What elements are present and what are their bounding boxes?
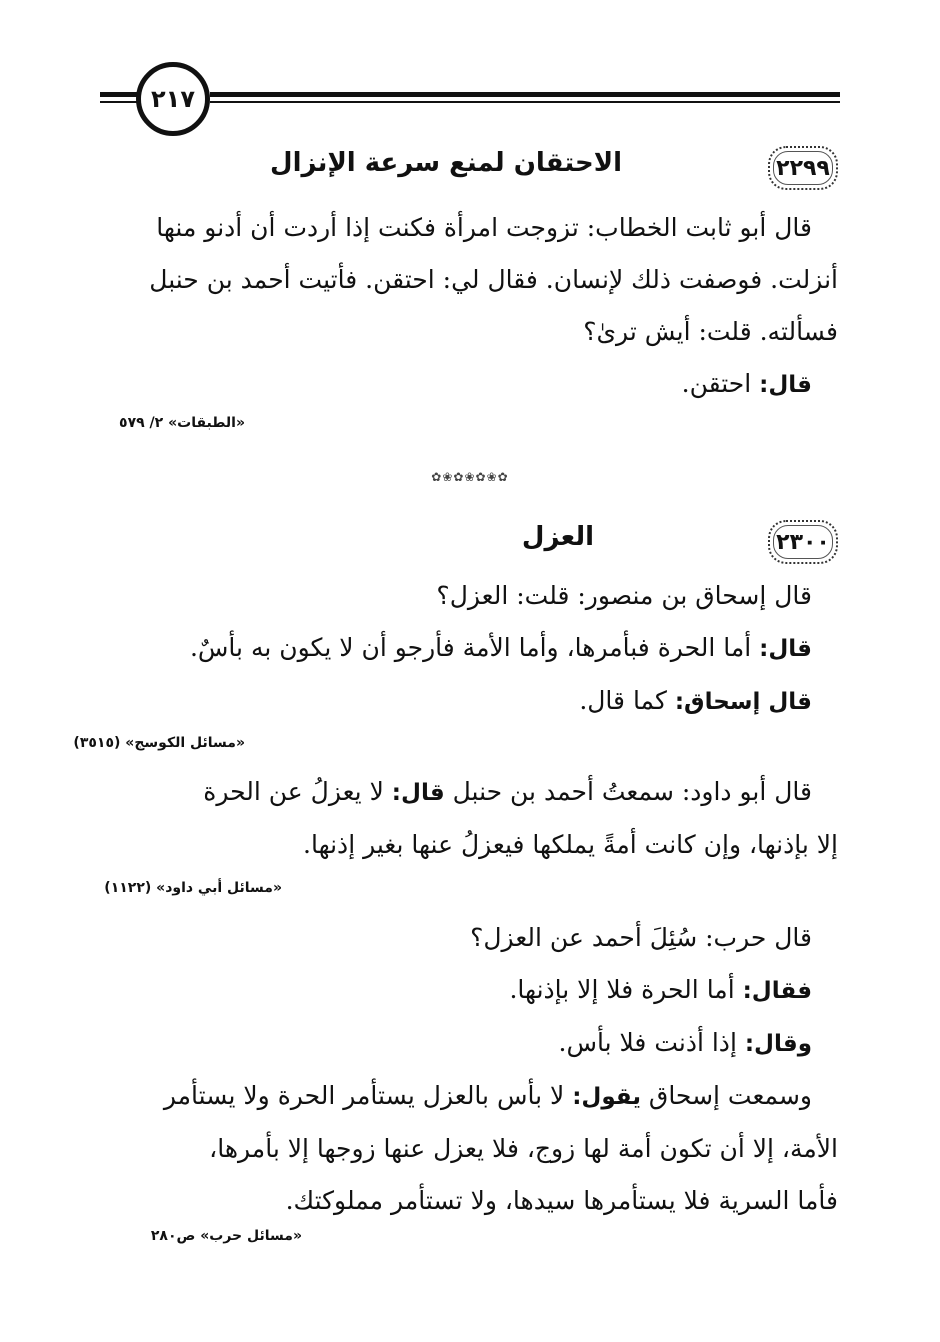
header-rule-left-thin (100, 101, 140, 103)
section-body (98, 202, 838, 411)
speaker-label: قال إسحاق: (674, 689, 812, 715)
text-line: فأما السرية فلا يستأمرها سيدها، ولا تستأمر مملوكتك. (285, 1186, 838, 1215)
text-line (98, 675, 838, 728)
text-span: كما قال. (579, 686, 675, 715)
text-line (98, 358, 838, 411)
speaker-label: فقال: (742, 978, 812, 1004)
page-number: ٢١٧ (136, 62, 210, 136)
reference-citation: «الطبقات» ٢/ ٥٧٩ (119, 415, 245, 431)
ornament-divider: ✿❀✿❀✿❀✿ (431, 470, 509, 484)
text-line (98, 1017, 838, 1070)
speaker-label: قال: (391, 780, 445, 806)
reference-citation: «مسائل الكوسج» (٣٥١٥) (73, 735, 245, 751)
paragraph (98, 202, 838, 411)
section-heading (98, 520, 838, 570)
section-body (98, 912, 838, 1227)
text-line (98, 964, 838, 1017)
section-number-badge: ٢٣٠٠ (768, 520, 838, 564)
text-line: قال أبو ثابت الخطاب: تزوجت امرأة فكنت إذا أردت أن أدنو منها (156, 213, 812, 242)
header-rule-thin (210, 101, 840, 103)
speaker-label: قال: (759, 372, 812, 398)
text-span: وسمعت إسحاق (640, 1081, 812, 1110)
answer-text: احتقن. (681, 369, 760, 398)
text-span: لا بأس بالعزل يستأمر الحرة ولا يستأمر (163, 1081, 573, 1110)
text-span: أما الحرة فلا إلا بإذنها. (509, 975, 743, 1004)
paragraph (98, 570, 838, 728)
page-header (100, 62, 840, 142)
speaker-label: قال: (759, 636, 812, 662)
paragraph (98, 766, 838, 871)
speaker-label: يقول: (572, 1084, 641, 1110)
text-line: الأمة، إلا أن تكون أمة لها زوج، فلا يعزل عنها زوجها إلا بأمرها، (209, 1134, 838, 1163)
text-span: قال أبو داود: سمعتُ أحمد بن حنبل (444, 777, 812, 806)
text-span: لا يعزلُ عن الحرة (203, 777, 392, 806)
section-body (98, 570, 838, 728)
section-title: الاحتقان لمنع سرعة الإنزال (270, 148, 622, 178)
header-rule-left-thick (100, 92, 140, 97)
text-line: إلا بإذنها، وإن كانت أمةً يملكها فيعزلُ عنها بغير إذنها. (303, 830, 838, 859)
text-line (98, 622, 838, 675)
text-line: قال إسحاق بن منصور: قلت: العزل؟ (436, 581, 812, 610)
reference-citation: «مسائل أبي داود» (١١٢٢) (104, 880, 282, 896)
section-heading (98, 146, 838, 196)
text-line: قال حرب: سُئِلَ أحمد عن العزل؟ (470, 923, 812, 952)
text-span: أما الحرة فبأمرها، وأما الأمة فأرجو أن لا يكون به بأسٌ. (189, 633, 760, 662)
text-line (98, 1070, 838, 1123)
header-rule-thick (210, 92, 840, 97)
paragraph (98, 912, 838, 1227)
reference-citation: «مسائل حرب» ص٢٨٠ (150, 1228, 302, 1244)
speaker-label: وقال: (744, 1031, 812, 1057)
section-number-badge: ٢٢٩٩ (768, 146, 838, 190)
text-line: فسألته. قلت: أيش ترىٰ؟ (583, 317, 838, 346)
text-span: إذا أذنت فلا بأس. (558, 1028, 745, 1057)
text-line: أنزلت. فوصفت ذلك لإنسان. فقال لي: احتقن. فأتيت أحمد بن حنبل (149, 265, 838, 294)
section-title: العزل (521, 522, 594, 552)
section-body (98, 766, 838, 871)
text-line (98, 766, 838, 819)
